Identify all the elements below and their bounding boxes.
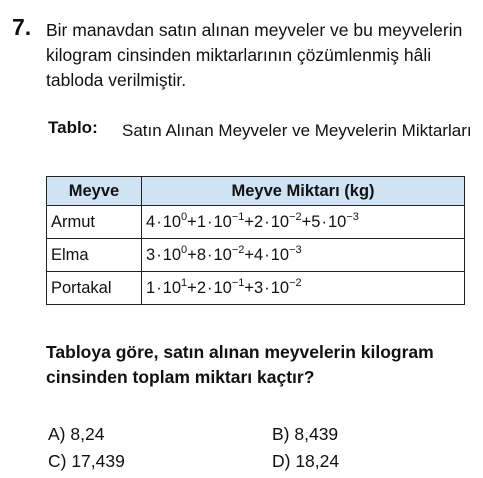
plus-sign: +: [244, 245, 255, 264]
option-c[interactable]: C) 17,439: [48, 451, 125, 471]
amount-expression: [142, 239, 465, 272]
expansion-term: $4\cdot 10^0$: [146, 210, 188, 231]
amount-expression: [142, 272, 465, 305]
expansion-term: $1\cdot 10^{-1}$: [196, 210, 245, 231]
expansion-term: $3\cdot 10^0$: [146, 243, 188, 264]
amount-expression: [142, 206, 465, 239]
table-row: [47, 239, 465, 272]
plus-sign: +: [187, 245, 197, 264]
table-caption-text: Satın Alınan Meyveler ve Meyvelerin Miktarları: [122, 121, 472, 140]
fruit-table: [46, 176, 465, 305]
plus-sign: +: [187, 212, 197, 231]
question-prompt: Tabloya göre, satın alınan meyvelerin kilogram cinsinden toplam miktarı kaçtır?: [46, 342, 434, 387]
expansion-term: $3\cdot 10^{-2}$: [254, 276, 302, 297]
plus-sign: +: [301, 212, 312, 231]
expansion-term: $1\cdot 10^1$: [146, 276, 188, 297]
option-a[interactable]: A) 8,24: [48, 424, 105, 444]
header-fruit: Meyve: [47, 177, 142, 206]
option-d[interactable]: D) 18,24: [272, 451, 340, 471]
fruit-name: Armut: [47, 206, 142, 239]
question-text: Bir manavdan satın alınan meyveler ve bu meyvelerin kilogram cinsinden miktarlarının çözümlenmiş hâli tabloda verilmiştir.: [46, 20, 463, 90]
fruit-name: Portakal: [47, 272, 142, 305]
expansion-term: $5\cdot 10^{-3}$: [311, 210, 359, 231]
plus-sign: +: [244, 278, 255, 297]
question-number: 7.: [12, 14, 32, 40]
option-b[interactable]: B) 8,439: [272, 424, 339, 444]
header-amount: Meyve Miktarı (kg): [142, 177, 465, 206]
table-row: [47, 206, 465, 239]
plus-sign: +: [244, 212, 255, 231]
expansion-term: $8\cdot 10^{-2}$: [196, 243, 245, 264]
table-caption-key: Tablo:: [48, 118, 98, 137]
table-header-row: [47, 177, 465, 206]
expansion-term: $2\cdot 10^{-2}$: [254, 210, 302, 231]
expansion-term: $4\cdot 10^{-3}$: [254, 243, 302, 264]
fruit-name: Elma: [47, 239, 142, 272]
expansion-term: $2\cdot 10^{-1}$: [196, 276, 245, 297]
plus-sign: +: [187, 278, 197, 297]
table-row: [47, 272, 465, 305]
